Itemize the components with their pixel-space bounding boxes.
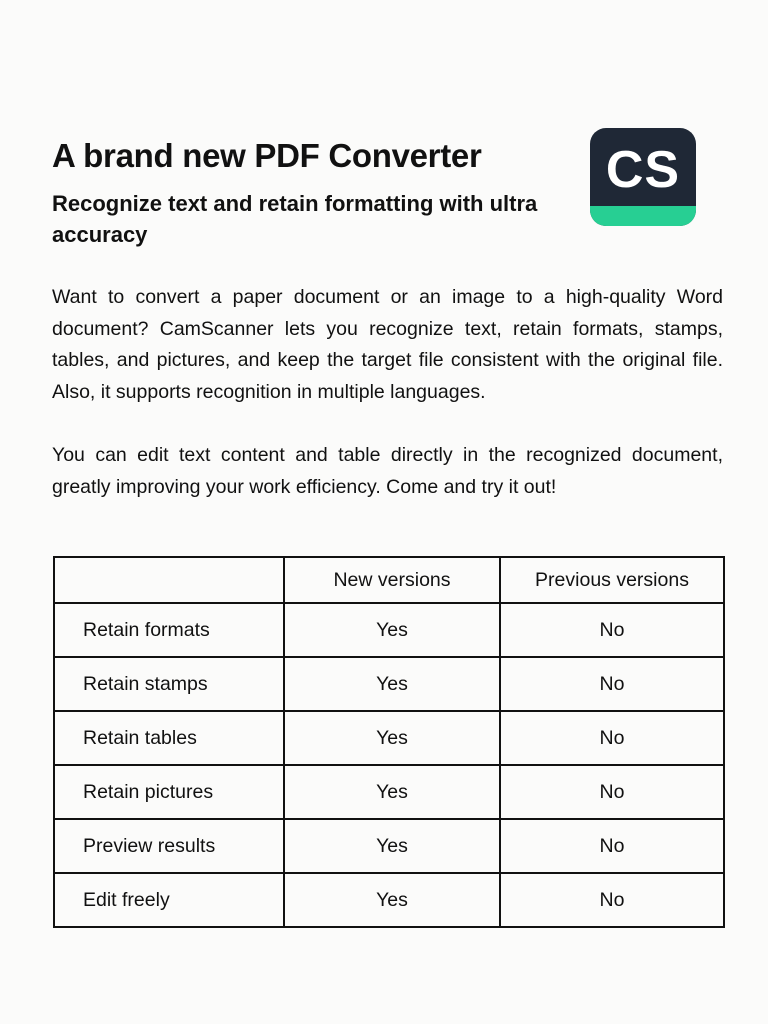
- header-cell-new-versions: New versions: [284, 557, 500, 603]
- table-row: [54, 873, 724, 927]
- table-row: [54, 819, 724, 873]
- new-version-cell: Yes: [284, 819, 500, 873]
- previous-version-cell: No: [500, 657, 724, 711]
- new-version-cell: Yes: [284, 765, 500, 819]
- logo-text: CS: [605, 141, 681, 199]
- page-subtitle: Recognize text and retain formatting with ultra accuracy: [52, 191, 538, 247]
- previous-version-cell: No: [500, 819, 724, 873]
- new-version-cell: Yes: [284, 711, 500, 765]
- feature-cell: Retain pictures: [54, 765, 284, 819]
- header: [52, 136, 582, 250]
- previous-version-cell: No: [500, 873, 724, 927]
- edit-paragraph: You can edit text content and table directly in the recognized document, greatly improving your work efficiency. Come and try it out!: [52, 444, 723, 498]
- table-row: [54, 657, 724, 711]
- feature-cell: Retain tables: [54, 711, 284, 765]
- previous-version-cell: No: [500, 711, 724, 765]
- new-version-cell: Yes: [284, 603, 500, 657]
- feature-cell: Preview results: [54, 819, 284, 873]
- logo-accent-bar: [590, 206, 696, 226]
- previous-version-cell: No: [500, 765, 724, 819]
- comparison-table-container: [53, 556, 723, 928]
- header-cell-previous-versions: Previous versions: [500, 557, 724, 603]
- feature-cell: Edit freely: [54, 873, 284, 927]
- table-row: [54, 603, 724, 657]
- comparison-table: [53, 556, 725, 928]
- new-version-cell: Yes: [284, 873, 500, 927]
- camscanner-logo: [590, 128, 696, 226]
- header-cell-feature: [54, 557, 284, 603]
- table-row: [54, 711, 724, 765]
- intro-paragraph: Want to convert a paper document or an image to a high-quality Word document? CamScanner lets you recognize text, retain formats, stamps, tables, and pictures, and keep the target file consistent with the original file. Also, it supports recognition in multiple languages.: [52, 286, 723, 403]
- page-title: A brand new PDF Converter: [52, 137, 482, 174]
- new-version-cell: Yes: [284, 657, 500, 711]
- feature-cell: Retain formats: [54, 603, 284, 657]
- feature-cell: Retain stamps: [54, 657, 284, 711]
- table-row: [54, 765, 724, 819]
- table-header-row: [54, 557, 724, 603]
- previous-version-cell: No: [500, 603, 724, 657]
